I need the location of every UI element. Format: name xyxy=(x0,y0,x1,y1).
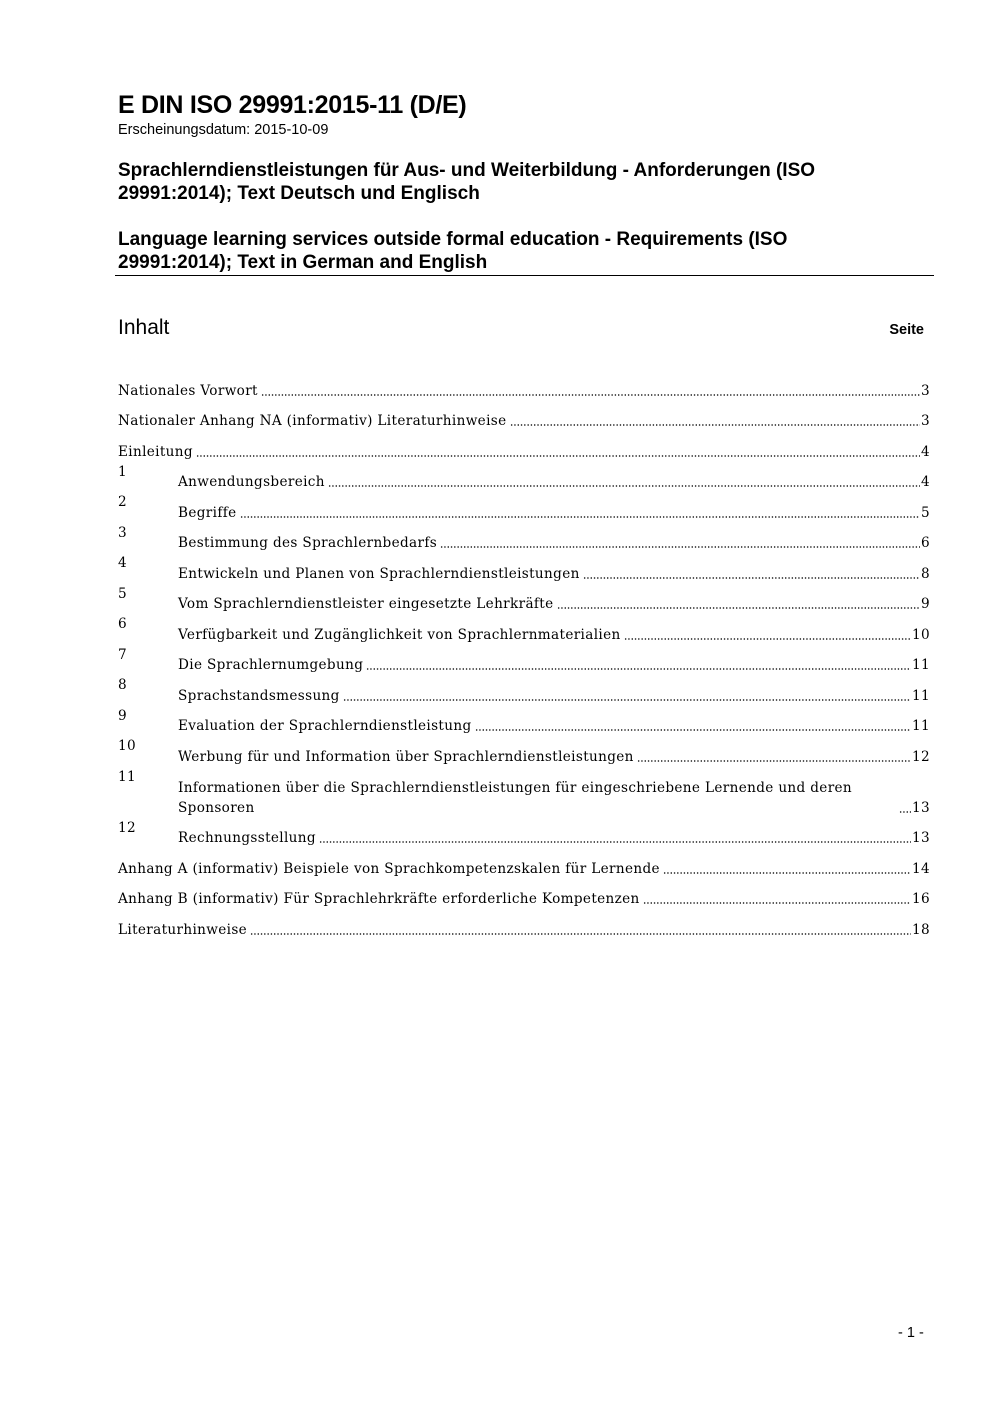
toc-entry-6[interactable] xyxy=(118,614,930,645)
toc-entry-page: 18 xyxy=(912,921,930,938)
toc-entry-number: 9 xyxy=(118,707,127,724)
title-divider xyxy=(115,275,934,276)
toc-dot-leader xyxy=(643,902,911,904)
toc-entry-page: 9 xyxy=(921,596,930,612)
toc-dot-leader xyxy=(343,699,911,701)
toc-entry-body xyxy=(178,472,930,492)
toc-entry-label: Sprachstandsmessung xyxy=(178,687,340,704)
toc-entry-page: 16 xyxy=(912,891,930,907)
toc-entry-number: 4 xyxy=(118,555,127,571)
toc-entry-label: Nationales Vorwort xyxy=(118,382,258,399)
toc-heading: Inhalt xyxy=(118,316,170,339)
toc-entry-label: Werbung für und Information über Sprachlerndienstleistungen xyxy=(178,748,634,765)
document-title-english: Language learning services outside formal education - Requirements (ISO 29991:2014); Text in German and English xyxy=(118,229,788,273)
toc-entry-page: 8 xyxy=(921,565,930,582)
toc-dot-leader xyxy=(261,394,920,396)
toc-dot-leader xyxy=(366,668,911,670)
toc-entry-body xyxy=(178,503,930,523)
toc-entry-label: Nationaler Anhang NA (informativ) Literaturhinweise xyxy=(118,413,507,429)
toc-entry-body xyxy=(118,411,930,431)
toc-entry-body xyxy=(178,533,930,553)
document-title-german: Sprachlerndienstleistungen für Aus- und Weiterbildung - Anforderungen (ISO 29991:2014); Text Deutsch und Englisch xyxy=(118,160,816,204)
toc-entry-body xyxy=(178,716,930,736)
toc-entry-page: 6 xyxy=(921,535,930,551)
toc-entry-body xyxy=(118,889,930,909)
toc-entry-number: 11 xyxy=(118,768,136,785)
toc-entry-number: 6 xyxy=(118,616,127,632)
toc-dot-leader xyxy=(899,811,911,813)
toc-entry-label: Vom Sprachlerndienstleister eingesetzte Lehrkräfte xyxy=(178,596,554,612)
toc-entry-7[interactable] xyxy=(118,645,930,676)
toc-entry-4[interactable] xyxy=(118,553,930,584)
toc-entry-body xyxy=(118,381,930,401)
toc-entry-nationales-vorwort[interactable] xyxy=(118,370,930,401)
toc-entry-10[interactable] xyxy=(118,736,930,767)
toc-entry-page: 11 xyxy=(912,657,930,673)
toc-entry-number: 5 xyxy=(118,585,127,602)
toc-dot-leader xyxy=(510,424,921,426)
toc-dot-leader xyxy=(319,841,911,843)
toc-dot-leader xyxy=(328,485,920,487)
toc-entry-number: 3 xyxy=(118,524,127,541)
toc-entry-page: 10 xyxy=(912,626,930,643)
toc-entry-11[interactable] xyxy=(118,767,930,818)
toc-entry-5[interactable] xyxy=(118,584,930,615)
toc-dot-leader xyxy=(624,638,911,640)
toc-entry-number: 12 xyxy=(118,819,136,836)
toc-entry-body xyxy=(118,920,930,940)
document-title: E DIN ISO 29991:2015-11 (D/E) xyxy=(118,91,467,119)
toc-entry-label: Anhang B (informativ) Für Sprachlehrkräfte erforderliche Kompetenzen xyxy=(118,891,640,907)
toc-entry-number: 10 xyxy=(118,738,136,754)
toc-entry-2[interactable] xyxy=(118,492,930,523)
toc-dot-leader xyxy=(250,933,911,935)
toc-entry-body xyxy=(178,828,930,848)
toc-entry-page: 13 xyxy=(912,799,930,816)
toc-entry-1[interactable] xyxy=(118,462,930,493)
toc-entry-page: 5 xyxy=(921,504,930,521)
page-number: - 1 - xyxy=(898,1325,924,1341)
toc-dot-leader xyxy=(557,607,921,609)
toc-entry-label: Bestimmung des Sprachlernbedarfs xyxy=(178,535,438,551)
toc-entry-number: 8 xyxy=(118,677,127,693)
toc-dot-leader xyxy=(440,546,920,548)
toc-entry-page: 4 xyxy=(921,443,930,460)
toc-entry-body xyxy=(178,747,930,767)
toc-entry-body xyxy=(178,625,930,645)
toc-entry-page: 12 xyxy=(912,748,930,765)
toc-entry-einleitung[interactable] xyxy=(118,431,930,462)
toc-entry-9[interactable] xyxy=(118,706,930,737)
toc-dot-leader xyxy=(475,729,911,731)
table-of-contents xyxy=(118,370,930,940)
toc-entry-body xyxy=(178,686,930,706)
toc-entry-12[interactable] xyxy=(118,818,930,849)
publication-date: Erscheinungsdatum: 2015-10-09 xyxy=(118,122,329,138)
toc-entry-body xyxy=(118,442,930,462)
toc-entry-label: Anhang A (informativ) Beispiele von Sprachkompetenzskalen für Lernende xyxy=(118,860,660,877)
toc-entry-number: 1 xyxy=(118,463,127,480)
toc-entry-body xyxy=(178,778,930,818)
toc-entry-body xyxy=(178,564,930,584)
toc-dot-leader xyxy=(196,455,920,457)
toc-entry-label: Anwendungsbereich xyxy=(178,474,325,490)
toc-entry-label: Begriffe xyxy=(178,504,237,521)
toc-page-column-heading: Seite xyxy=(889,322,924,338)
toc-entry-page: 11 xyxy=(912,718,930,734)
toc-entry-anhang-b[interactable] xyxy=(118,879,930,910)
toc-entry-3[interactable] xyxy=(118,523,930,554)
toc-entry-page: 11 xyxy=(912,687,930,704)
toc-entry-label: Verfügbarkeit und Zugänglichkeit von Sprachlernmaterialien xyxy=(178,626,621,643)
toc-entry-label: Rechnungsstellung xyxy=(178,830,316,846)
toc-entry-number: 2 xyxy=(118,494,127,510)
toc-dot-leader xyxy=(637,760,911,762)
toc-entry-anhang-a[interactable] xyxy=(118,848,930,879)
toc-entry-label: Einleitung xyxy=(118,443,193,460)
toc-entry-page: 14 xyxy=(912,860,930,877)
toc-entry-nationaler-anhang[interactable] xyxy=(118,401,930,432)
toc-entry-page: 3 xyxy=(921,382,930,399)
toc-entry-page: 4 xyxy=(921,474,930,490)
toc-dot-leader xyxy=(240,516,921,518)
toc-entry-8[interactable] xyxy=(118,675,930,706)
toc-dot-leader xyxy=(583,577,920,579)
toc-entry-label: Entwickeln und Planen von Sprachlerndienstleistungen xyxy=(178,565,580,582)
toc-entry-body xyxy=(178,594,930,614)
toc-entry-number: 7 xyxy=(118,646,127,663)
toc-entry-page: 13 xyxy=(912,830,930,846)
toc-dot-leader xyxy=(663,872,911,874)
toc-entry-label: Informationen über die Sprachlerndienstleistungen für eingeschriebene Lernende und deren Sponsoren xyxy=(178,779,853,816)
toc-entry-label: Literaturhinweise xyxy=(118,921,248,938)
toc-entry-body xyxy=(118,859,930,879)
toc-entry-literaturhinweise[interactable] xyxy=(118,909,930,940)
toc-entry-label: Evaluation der Sprachlerndienstleistung xyxy=(178,718,472,734)
toc-entry-body xyxy=(178,655,930,675)
toc-entry-page: 3 xyxy=(921,413,930,429)
toc-entry-label: Die Sprachlernumgebung xyxy=(178,657,364,673)
